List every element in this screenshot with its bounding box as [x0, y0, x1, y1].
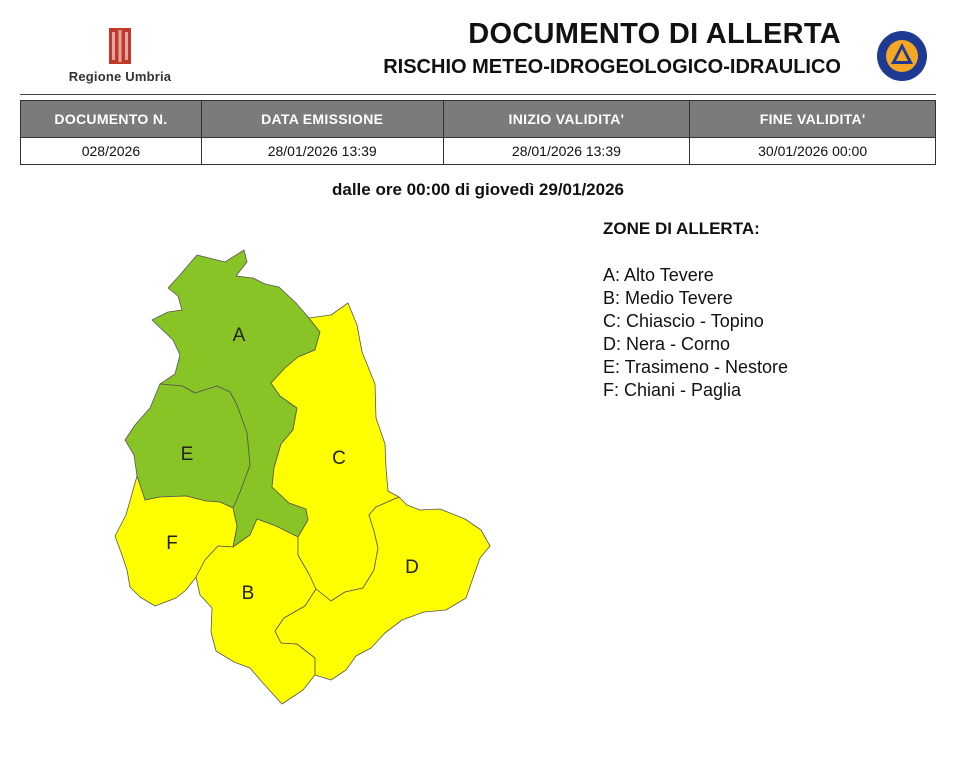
zones-legend	[603, 264, 788, 402]
header-cell-document-number: DOCUMENTO N.	[21, 101, 202, 138]
zone-e-label: E	[180, 444, 194, 465]
header-cell-validity-end: FINE VALIDITA'	[690, 101, 936, 138]
header-cell-issue-date: DATA EMISSIONE	[201, 101, 443, 138]
zone-a-label: A	[232, 325, 246, 346]
list-item: D: Nera - Corno	[603, 334, 731, 354]
zone-c-label: C	[332, 448, 346, 469]
document-number: 028/2026	[21, 138, 202, 165]
region-name: Regione Umbria	[68, 69, 172, 84]
list-item: C: Chiascio - Topino	[603, 311, 764, 331]
issue-date: 28/01/2026 13:39	[201, 138, 443, 165]
document-subtitle: RISCHIO METEO-IDROGEOLOGICO-IDRAULICO	[383, 56, 841, 78]
zone-d-label: D	[405, 557, 419, 578]
list-item: E: Trasimeno - Nestore	[603, 357, 789, 377]
validity-end: 30/01/2026 00:00	[690, 138, 936, 165]
validity-start: 28/01/2026 13:39	[443, 138, 690, 165]
validity-period: dalle ore 00:00 di giovedì 29/01/2026	[332, 180, 624, 199]
list-item: B: Medio Tevere	[603, 288, 733, 308]
list-item: F: Chiani - Paglia	[603, 380, 742, 400]
document-title: DOCUMENTO DI ALLERTA	[468, 18, 841, 50]
zone-f-label: F	[166, 533, 178, 554]
list-item: A: Alto Tevere	[603, 265, 714, 285]
header-cell-validity-start: INIZIO VALIDITA'	[443, 101, 690, 138]
zones-legend-title: ZONE DI ALLERTA:	[603, 219, 760, 238]
zone-b-label: B	[241, 583, 255, 604]
